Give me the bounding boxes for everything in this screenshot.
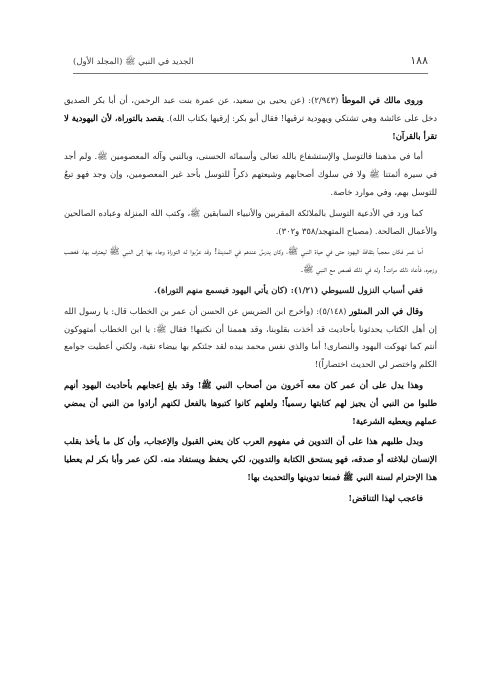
running-title: الجديد في النبي ﷺ (المجلد الأول): [73, 57, 194, 67]
paragraph-text: (٥/١٤٨): (وأخرج ابن الضريس عن الحسن أن عمر بن الخطاب قال: يا رسول الله إن أهل الكتاب يحدثونا بأحاديث قد أخذت بقلوبنا، وقد هممنا أن نكتبها! فقال ﷺ: يا ابن الخطاب أمتهوكون أنتم كما تهوكت اليهود والنصارى! أما والذي نفس محمد بيده لقد جئتكم بها بيضاء نقية، ولكني أعطيت جوامع الكلم واختصر لي الحديث اختصاراً)!: [64, 305, 437, 370]
paragraph-text: كما ورد في الأدعية التوسل بالملائكة المقربين والأنبياء السابقين ﷺ، وكتب الله المنزلة وعباده الصالحين والأعمال الصالحة. (مصباح المتهجد/٣٥٨ و٣٠٢).: [64, 207, 437, 236]
paragraph: [64, 243, 437, 279]
paragraph-text: أما عمر فكان معجباً بثقافة اليهود حتى في حياة النبي ﷺ، وكان يدرسُ عندهم في المدينة! وقد عرَّبوا له التوراة وجاء بها إلى النبي ﷺ ليعترف بها، فغضب وزجره، فأعاد ذلك مرات! وله في ذلك قصص مع النبي ﷺ.: [64, 246, 437, 275]
paragraph: [64, 148, 437, 201]
paragraph-text: أما في مذهبنا فالتوسل والإستشفاع بالله تعالى وأسمائه الحسنى، وبالنبي وآله المعصومين ﷺ. ولم أجد في سيرة أئمتنا ﷺ ولا في سلوك أصحابهم وشيعتهم ذكراً للتوسل بأحد غير المعصومين، وإن وجد فهو تبعٌ للتوسل بهم، وفي موارد خاصة.: [64, 151, 437, 197]
paragraph-bold: فاعجب لهذا التناقض!: [348, 492, 423, 503]
paragraph: [64, 205, 437, 241]
page-body: [64, 92, 437, 511]
paragraph: [64, 377, 437, 430]
paragraph: [64, 490, 437, 508]
paragraph-bold: وهذا يدل على أن عمر كان معه آخرون من أصحاب النبي ﷺ! وقد بلغ إعجابهم بأحاديث اليهود أنهم طلبوا من النبي أن يجيز لهم كتابتها رسمياً! ولعلهم كانوا كتبوها بالفعل لكنهم أرادوا من النبي أن يمضي عملهم ويعطيه الشرعية!: [64, 379, 437, 426]
paragraph: [64, 433, 437, 486]
paragraph-text: ففي أسباب النزول للسيوطي (١/٢١): (كان يأتي اليهود فيسمع منهم التوراة).: [153, 284, 423, 295]
paragraph-bold: وبدل طلبهم هذا على أن التدوين في مفهوم العرب كان يعني القبول والإعجاب، وأن كل ما يأخذ بقلب الإنسان لبلاغته أو صدقه، فهو يستحق الكتابة والتدوين، لكي يحفظ ويستفاد منه. لكن عمر وأبا بكر لم يعطيا هذا الإحترام لسنة النبي ﷺ فمنعا تدوينها والتحديث بها!: [64, 436, 437, 482]
page-header: [73, 54, 428, 74]
paragraph: [64, 282, 437, 300]
paragraph-tail: يقصد بالتوراة، لأن اليهودية لا تقرأ بالقرآن!: [64, 112, 437, 141]
paragraph: [64, 92, 437, 145]
paragraph-lead: وقال في الدر المنثور: [349, 305, 423, 316]
paragraph-text: (٢/٩٤٣): (عن يحيى بن سعيد، عن عمرة بنت عبد الرحمن، أن أبا بكر الصديق دخل على عائشة وهي تشتكي ويهودية ترقيها! فقال أبو بكر: إرقيها بكتاب الله).: [64, 95, 437, 123]
paragraph: [64, 303, 437, 374]
paragraph-lead: وروى مالك في الموطأ: [342, 95, 423, 105]
page-number: ١٨٨: [410, 54, 428, 67]
